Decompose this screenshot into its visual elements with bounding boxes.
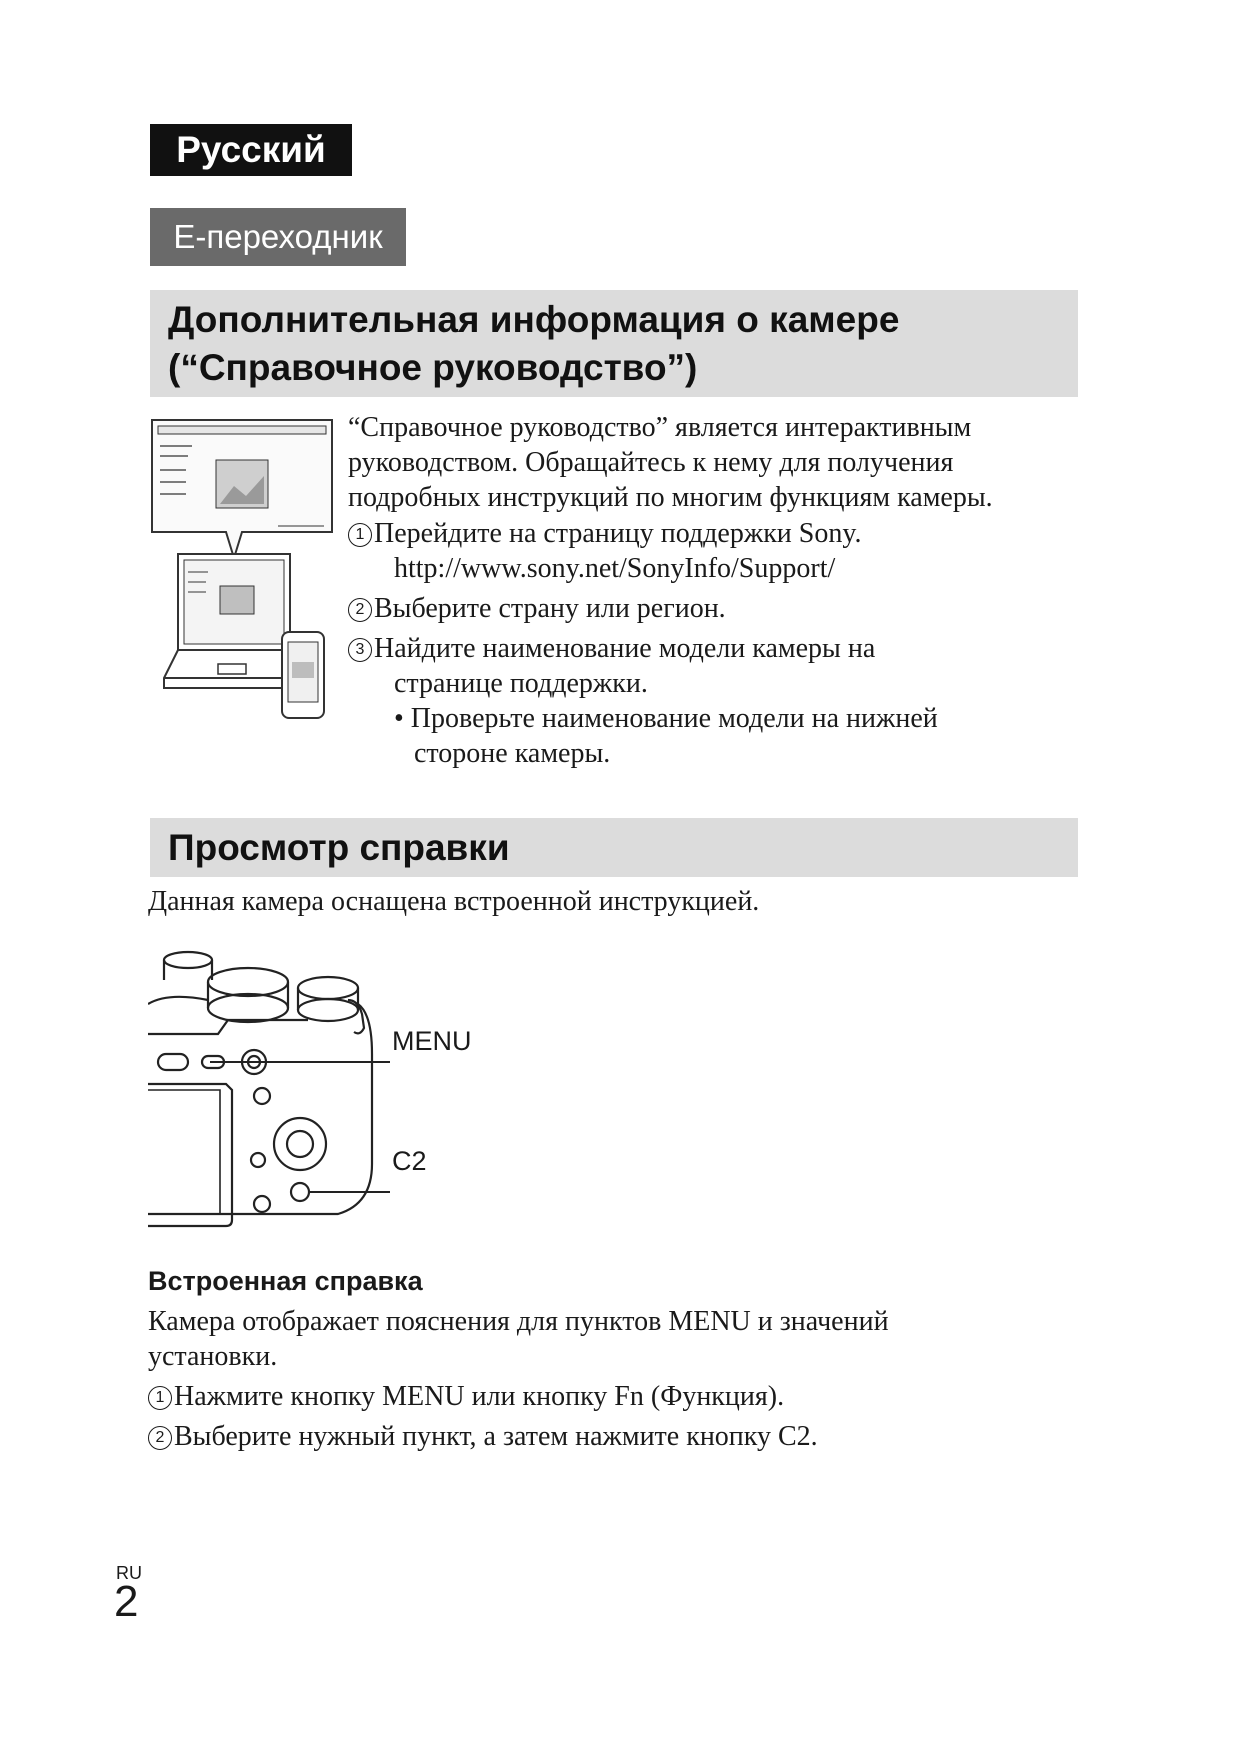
c2-button-label: C2 <box>392 1146 427 1176</box>
guide-step-3 <box>348 631 875 666</box>
step-3-continuation: странице поддержки. <box>394 668 648 699</box>
intro-line-2: руководством. Обращайтесь к нему для получения <box>348 447 954 478</box>
step-text: Выберите нужный пункт, а затем нажмите кнопку C2. <box>174 1421 818 1452</box>
section-header-guide <box>150 290 1078 397</box>
step-number: 1 <box>148 1386 172 1410</box>
section-header-help <box>150 818 1078 877</box>
help-description <box>148 1304 889 1374</box>
section-title: Просмотр справки <box>168 827 510 868</box>
support-url[interactable]: http://www.sony.net/SonyInfo/Support/ <box>394 553 836 584</box>
step-text: Нажмите кнопку MENU или кнопку Fn (Функция). <box>174 1381 785 1412</box>
step-text: Перейдите на страницу поддержки Sony. <box>374 518 862 549</box>
bullet-line-1: • Проверьте наименование модели на нижней <box>394 703 938 734</box>
intro-line-3: подробных инструкций по многим функциям камеры. <box>348 482 993 513</box>
menu-button-label: MENU <box>392 1026 472 1056</box>
section-title-line1: Дополнительная информация о камере <box>168 299 900 340</box>
guide-step-1 <box>348 516 862 551</box>
intro-line-1: “Справочное руководство” является интерактивным <box>348 412 972 443</box>
desc-line-2: установки. <box>148 1341 278 1372</box>
step-number: 2 <box>348 598 372 622</box>
guide-intro <box>348 410 993 515</box>
step-number: 2 <box>148 1426 172 1450</box>
bullet-line-2: стороне камеры. <box>414 738 611 769</box>
subheading-builtin-help: Встроенная справка <box>148 1266 423 1296</box>
step-text: Выберите страну или регион. <box>374 593 726 624</box>
guide-step-2 <box>348 591 726 626</box>
help-intro: Данная камера оснащена встроенной инструкцией. <box>148 886 760 917</box>
step-text: Найдите наименование модели камеры на <box>374 633 876 664</box>
footer-language-code: RU <box>116 1563 142 1583</box>
camera-back-illustration <box>148 944 508 1244</box>
help-guide-device-illustration <box>148 416 338 724</box>
language-tab: Русский <box>150 124 352 176</box>
step-number: 1 <box>348 523 372 547</box>
section-title-line2: (“Справочное руководство”) <box>168 347 698 388</box>
desc-line-1: Камера отображает пояснения для пунктов MENU и значений <box>148 1306 889 1337</box>
help-step-1 <box>148 1379 784 1414</box>
step-number: 3 <box>348 638 372 662</box>
help-step-2 <box>148 1419 818 1454</box>
page-number: 2 <box>114 1577 139 1626</box>
subtitle-tab: E-переходник <box>150 208 406 266</box>
